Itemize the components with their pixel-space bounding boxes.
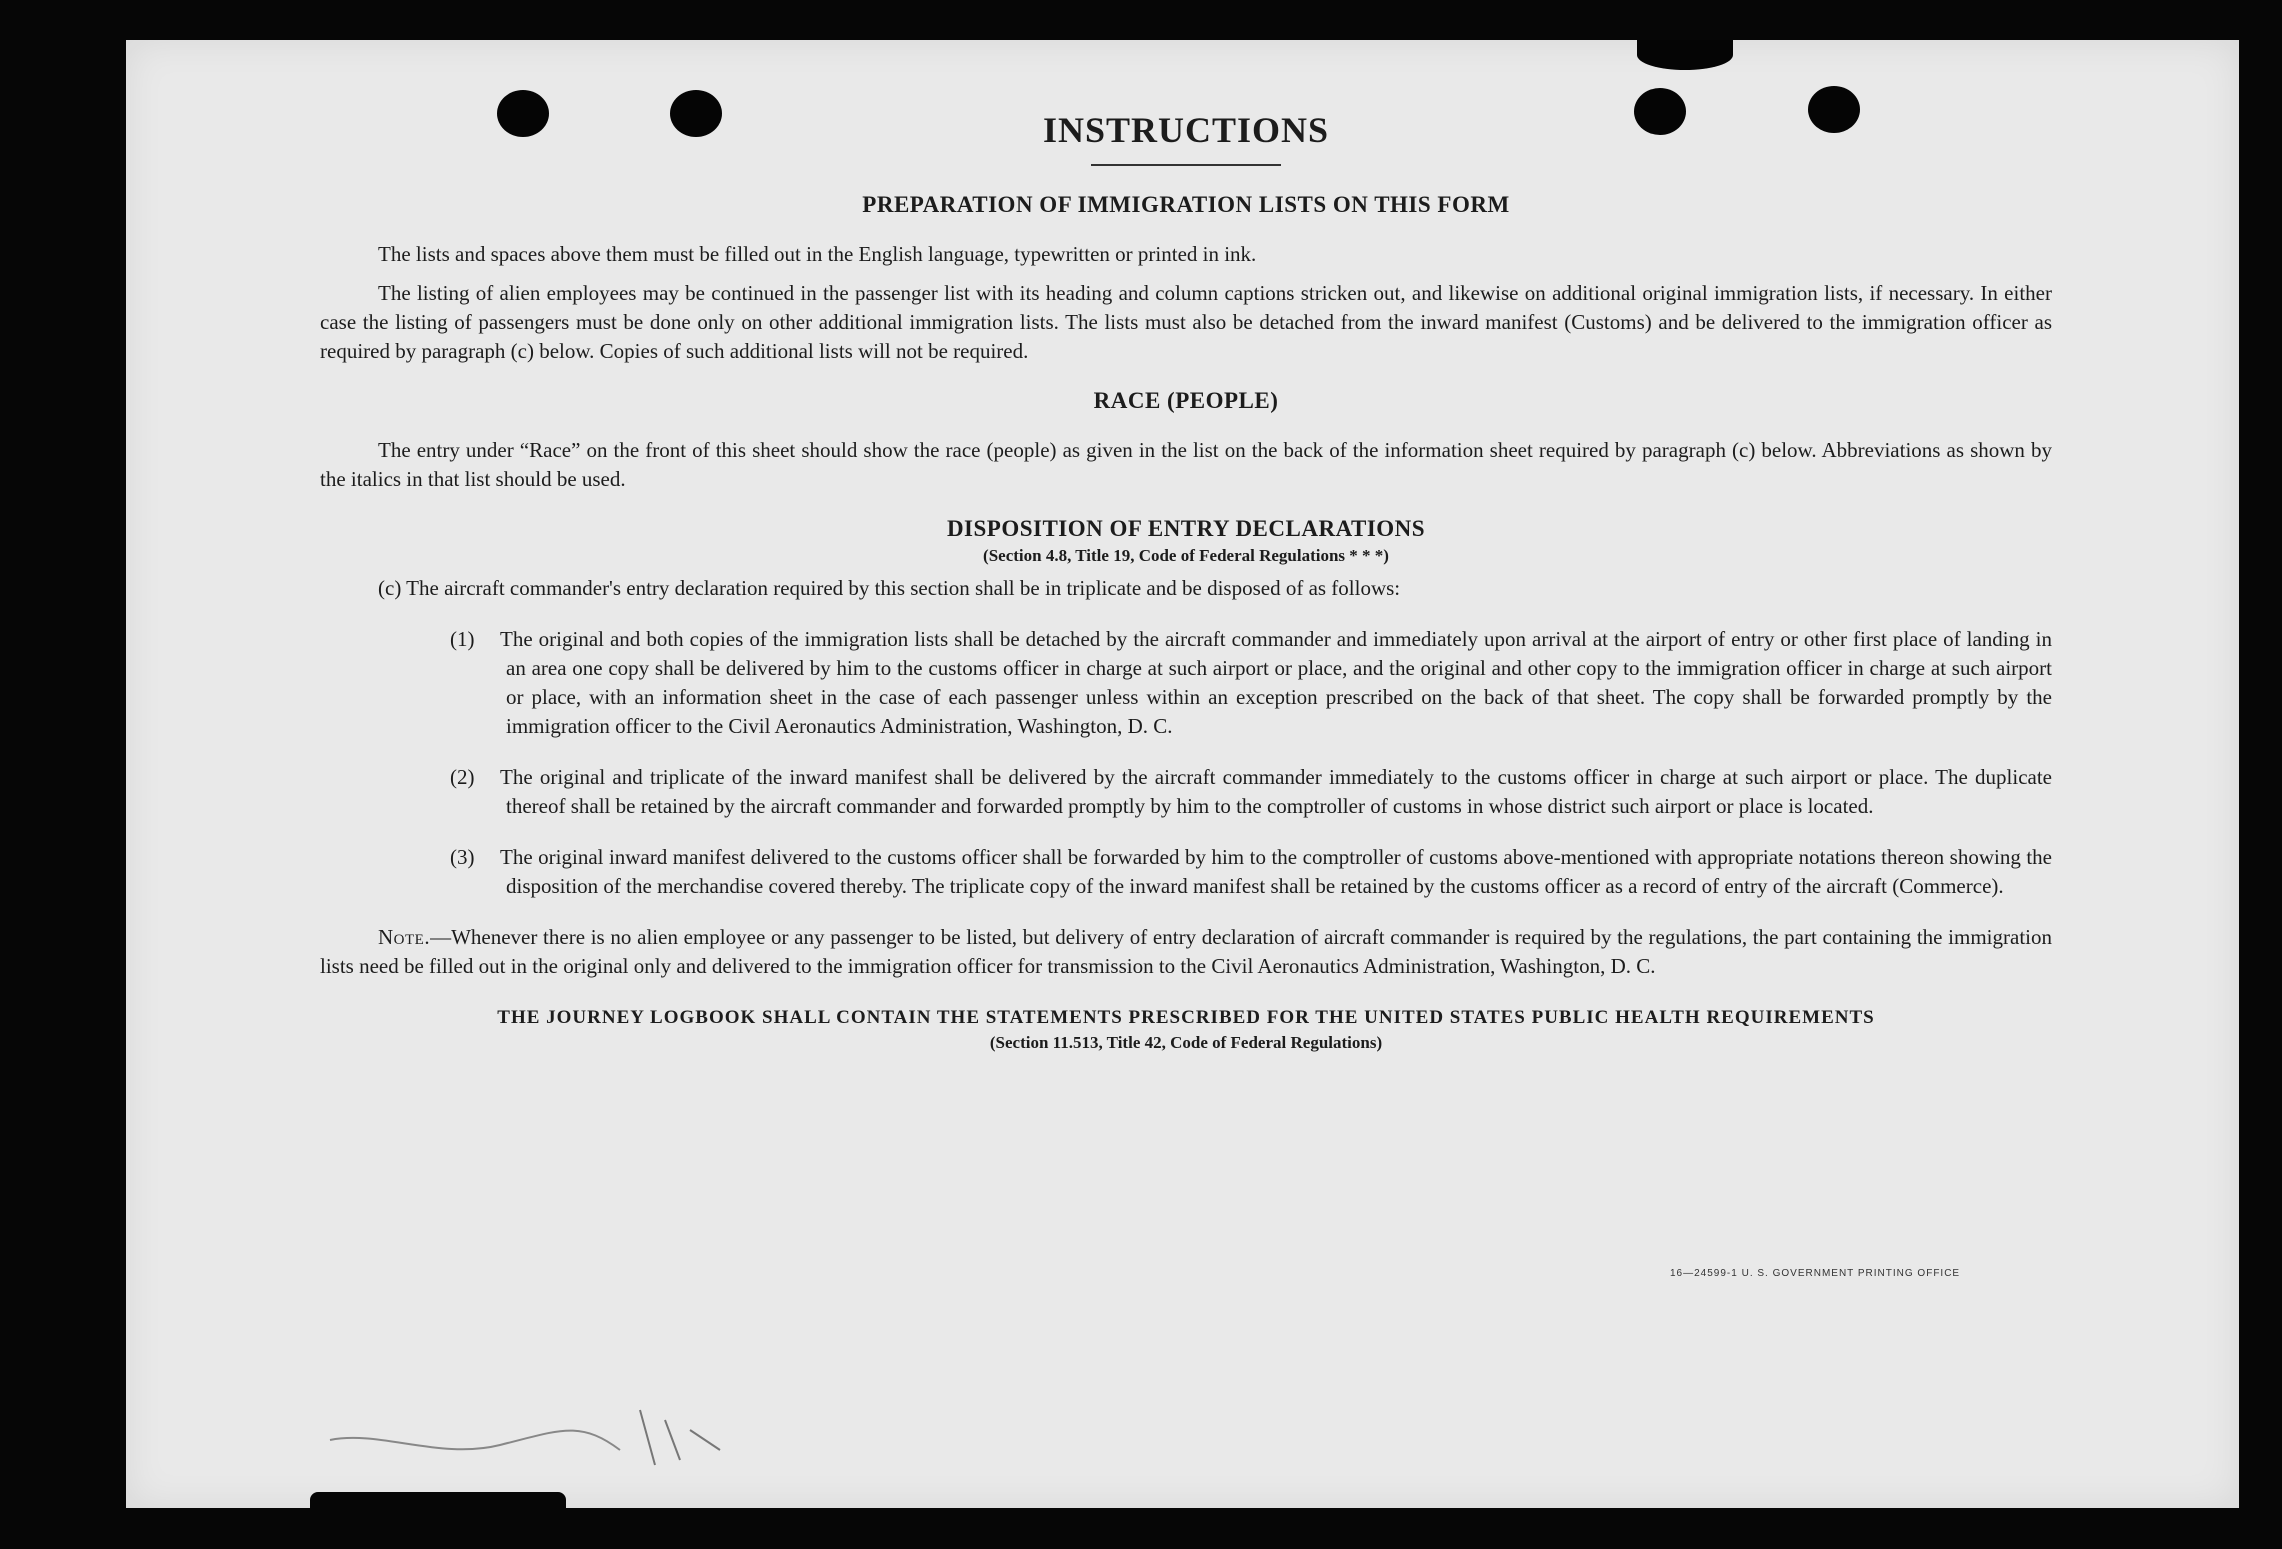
instructions-page: [320, 100, 2052, 1053]
note-text: —Whenever there is no alien employee or any passenger to be listed, but delivery of entry declaration of aircraft commander is required by the regulations, the part containing the immigration lists need be filled out in the original only and delivered to the immigration officer for transmission to the Civil Aeronautics Administration, Washington, D. C.: [320, 925, 2052, 978]
disposition-item: [320, 843, 2052, 901]
health-citation: (Section 11.513, Title 42, Code of Federal Regulations): [989, 1033, 1383, 1052]
title-rule: [1091, 164, 1281, 166]
disposition-citation: (Section 4.8, Title 19, Code of Federal Regulations * * *): [983, 546, 1389, 565]
torn-notch: [1637, 40, 1733, 70]
note-label: Note.: [378, 925, 431, 949]
note-paragraph: [320, 923, 2052, 981]
disposition-intro: (c) The aircraft commander's entry declaration required by this section shall be in triplicate and be disposed of as follows:: [378, 576, 1401, 600]
section-heading-race: RACE (PEOPLE): [1093, 388, 1279, 413]
section-heading-preparation: PREPARATION OF IMMIGRATION LISTS ON THIS FORM: [862, 192, 1510, 217]
page-title: INSTRUCTIONS: [1042, 110, 1330, 150]
disposition-item: [320, 763, 2052, 821]
preparation-paragraph-2: The listing of alien employees may be continued in the passenger list with its heading and column captions stricken out, and likewise on additional original immigration lists, if necessary. In either case the listing of passengers must be done only on other additional immigration lists. The lists must also be detached from the inward manifest (Customs) and be delivered to the immigration officer as required by paragraph (c) below. Copies of such additional lists will not be required.: [320, 281, 2052, 363]
item-text: The original and both copies of the immigration lists shall be detached by the aircraft commander and immediately upon arrival at the airport of entry or other first place of landing in an area one copy shall be delivered by him to the customs officer in charge at such airport or place, and the original and other copy to the immigration officer in charge at such airport or place, with an information sheet in the case of each passenger unless within an exception prescribed on the back of that sheet. The copy shall be forwarded promptly by the immigration officer to the Civil Aeronautics Administration, Washington, D. C.: [500, 627, 2052, 738]
item-number: (3): [450, 845, 475, 869]
section-heading-disposition: DISPOSITION OF ENTRY DECLARATIONS: [946, 516, 1426, 541]
pencil-mark: [320, 1390, 800, 1480]
item-text: The original inward manifest delivered to the customs officer shall be forwarded by him to the comptroller of customs above-mentioned with appropriate notations thereon showing the disposition of the merchandise covered thereby. The triplicate copy of the inward manifest shall be retained by the customs officer as a record of entry of the aircraft (Commerce).: [500, 845, 2052, 898]
disposition-item: [320, 625, 2052, 741]
race-paragraph: The entry under “Race” on the front of this sheet should show the race (people) as given in the list on the back of the information sheet required by paragraph (c) below. Abbreviations as shown by the italics in that list should be used.: [320, 438, 2052, 491]
printer-mark: 16—24599-1 U. S. GOVERNMENT PRINTING OFFICE: [1670, 1268, 1961, 1279]
item-text: The original and triplicate of the inward manifest shall be delivered by the aircraft commander immediately to the customs officer in charge at such airport or place. The duplicate thereof shall be retained by the aircraft commander and forwarded promptly by him to the comptroller of customs in whose district such airport or place is located.: [500, 765, 2052, 818]
item-number: (1): [450, 627, 475, 651]
health-requirement: THE JOURNEY LOGBOOK SHALL CONTAIN THE STATEMENTS PRESCRIBED FOR THE UNITED STATES PUBLIC HEALTH REQUIREMENTS: [497, 1007, 1875, 1028]
scan-edge: [310, 1492, 566, 1512]
preparation-paragraph-1: The lists and spaces above them must be filled out in the English language, typewritten or printed in ink.: [378, 242, 1257, 266]
item-number: (2): [450, 765, 475, 789]
